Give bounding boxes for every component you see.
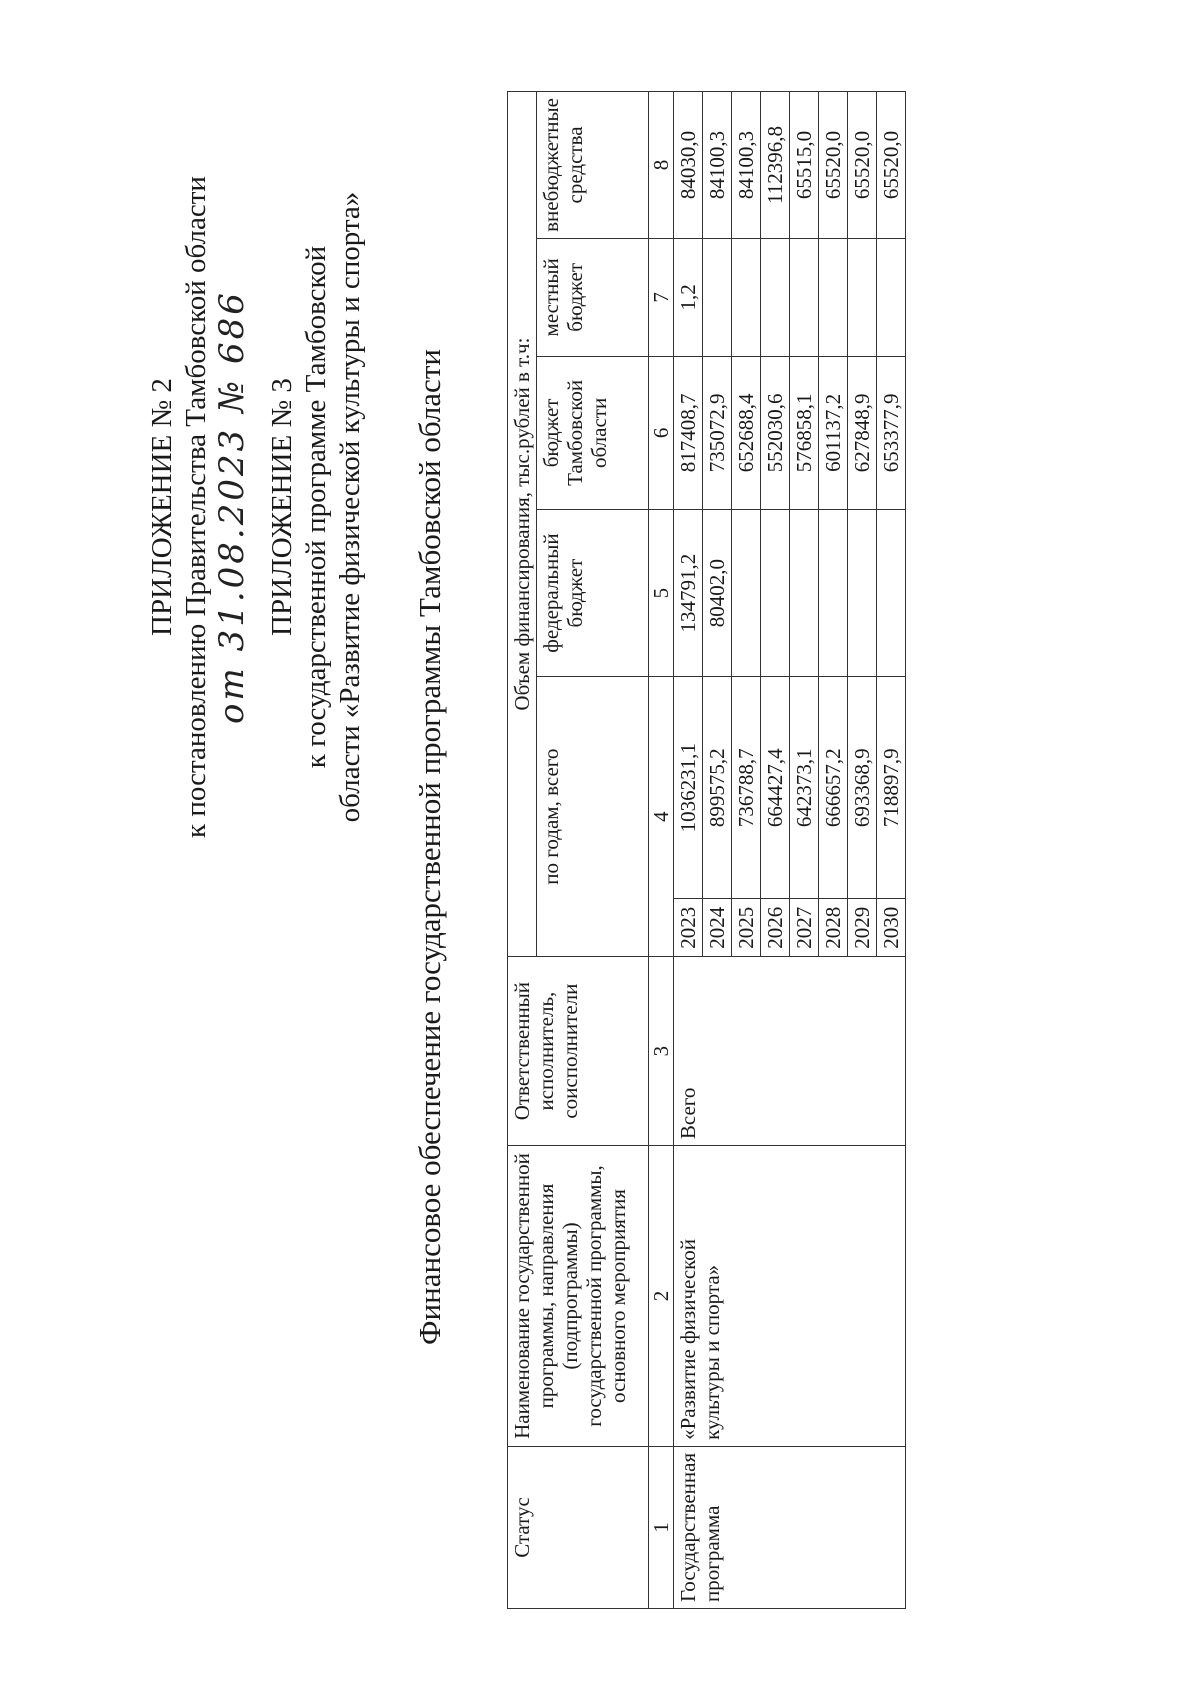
extra-cell: 65520,0 xyxy=(877,92,906,239)
local-cell xyxy=(848,238,877,356)
year-cell: 2029 xyxy=(848,899,877,957)
program-appendix-header xyxy=(265,117,367,897)
year-cell: 2030 xyxy=(877,899,906,957)
appendix-decree-line: к постановлению Правительства Тамбовской области xyxy=(180,176,212,838)
appendix-header xyxy=(145,57,252,957)
total-cell: 899575,2 xyxy=(703,677,732,899)
column-number: 5 xyxy=(649,509,674,676)
extra-cell: 84030,0 xyxy=(674,92,703,239)
header-volume: Объем финансирования, тыс.рублей в т.ч: xyxy=(508,92,537,957)
total-cell: 664427,4 xyxy=(761,677,790,899)
total-cell: 666657,2 xyxy=(819,677,848,899)
local-cell xyxy=(877,238,906,356)
column-number: 7 xyxy=(649,238,674,356)
year-cell: 2026 xyxy=(761,899,790,957)
federal-cell xyxy=(761,509,790,676)
program-appendix-title: ПРИЛОЖЕНИЕ № 3 xyxy=(266,378,298,636)
program-appendix-line2: области «Развитие физической культуры и спорта» xyxy=(334,191,366,823)
header-executor: Ответственный исполнитель, соисполнители xyxy=(508,957,649,1146)
federal-cell xyxy=(877,509,906,676)
regional-cell: 601137,2 xyxy=(819,356,848,509)
handwritten-date-number: от 31.08.2023 № 686 xyxy=(212,290,252,724)
column-number: 8 xyxy=(649,92,674,239)
total-cell: 1036231,1 xyxy=(674,677,703,899)
federal-cell xyxy=(819,509,848,676)
local-cell xyxy=(732,238,761,356)
document-title: Финансовое обеспечение государственной программы Тамбовской области xyxy=(412,349,447,1345)
header-extra: внебюджетные средства xyxy=(537,92,649,239)
column-number-row xyxy=(649,92,674,1609)
regional-cell: 735072,9 xyxy=(703,356,732,509)
total-cell: 736788,7 xyxy=(732,677,761,899)
column-number: 2 xyxy=(649,1146,674,1447)
federal-cell: 134791,2 xyxy=(674,509,703,676)
extra-cell: 112396,8 xyxy=(761,92,790,239)
column-number: 3 xyxy=(649,957,674,1146)
regional-cell: 576858,1 xyxy=(790,356,819,509)
federal-cell xyxy=(790,509,819,676)
financing-table xyxy=(507,91,906,1609)
column-number: 4 xyxy=(649,677,674,957)
table-body xyxy=(674,92,906,1609)
local-cell xyxy=(761,238,790,356)
appendix-title: ПРИЛОЖЕНИЕ № 2 xyxy=(146,378,178,636)
header-by-years: по годам, всего xyxy=(537,677,649,957)
local-cell xyxy=(790,238,819,356)
total-cell: 718897,9 xyxy=(877,677,906,899)
program-appendix-line1: к государственной программе Тамбовской xyxy=(300,245,332,769)
extra-cell: 65515,0 xyxy=(790,92,819,239)
status-cell: Государственная программа xyxy=(674,1446,906,1608)
header-row-1 xyxy=(508,92,537,1609)
year-cell: 2024 xyxy=(703,899,732,957)
extra-cell: 84100,3 xyxy=(703,92,732,239)
regional-cell: 627848,9 xyxy=(848,356,877,509)
header-regional: бюджет Тамбовской области xyxy=(537,356,649,509)
federal-cell: 80402,0 xyxy=(703,509,732,676)
header-status: Статус xyxy=(508,1446,649,1608)
local-cell xyxy=(703,238,732,356)
total-cell: 642373,1 xyxy=(790,677,819,899)
executor-cell: Всего xyxy=(674,957,906,1146)
local-cell xyxy=(819,238,848,356)
column-number: 1 xyxy=(649,1446,674,1608)
year-cell: 2027 xyxy=(790,899,819,957)
federal-cell xyxy=(848,509,877,676)
program-name-cell: «Развитие физической культуры и спорта» xyxy=(674,1146,906,1447)
total-cell: 693368,9 xyxy=(848,677,877,899)
table-row xyxy=(674,92,703,1609)
year-cell: 2025 xyxy=(732,899,761,957)
federal-cell xyxy=(732,509,761,676)
column-number: 6 xyxy=(649,356,674,509)
regional-cell: 552030,6 xyxy=(761,356,790,509)
year-cell: 2028 xyxy=(819,899,848,957)
extra-cell: 65520,0 xyxy=(848,92,877,239)
local-cell: 1,2 xyxy=(674,238,703,356)
header-federal: федеральный бюджет xyxy=(537,509,649,676)
regional-cell: 653377,9 xyxy=(877,356,906,509)
header-name: Наименование государственной программы, направления (подпрограммы) государственной программы, основного мероприятия xyxy=(508,1146,649,1447)
regional-cell: 652688,4 xyxy=(732,356,761,509)
extra-cell: 84100,3 xyxy=(732,92,761,239)
year-cell: 2023 xyxy=(674,899,703,957)
extra-cell: 65520,0 xyxy=(819,92,848,239)
header-local: местный бюджет xyxy=(537,238,649,356)
regional-cell: 817408,7 xyxy=(674,356,703,509)
